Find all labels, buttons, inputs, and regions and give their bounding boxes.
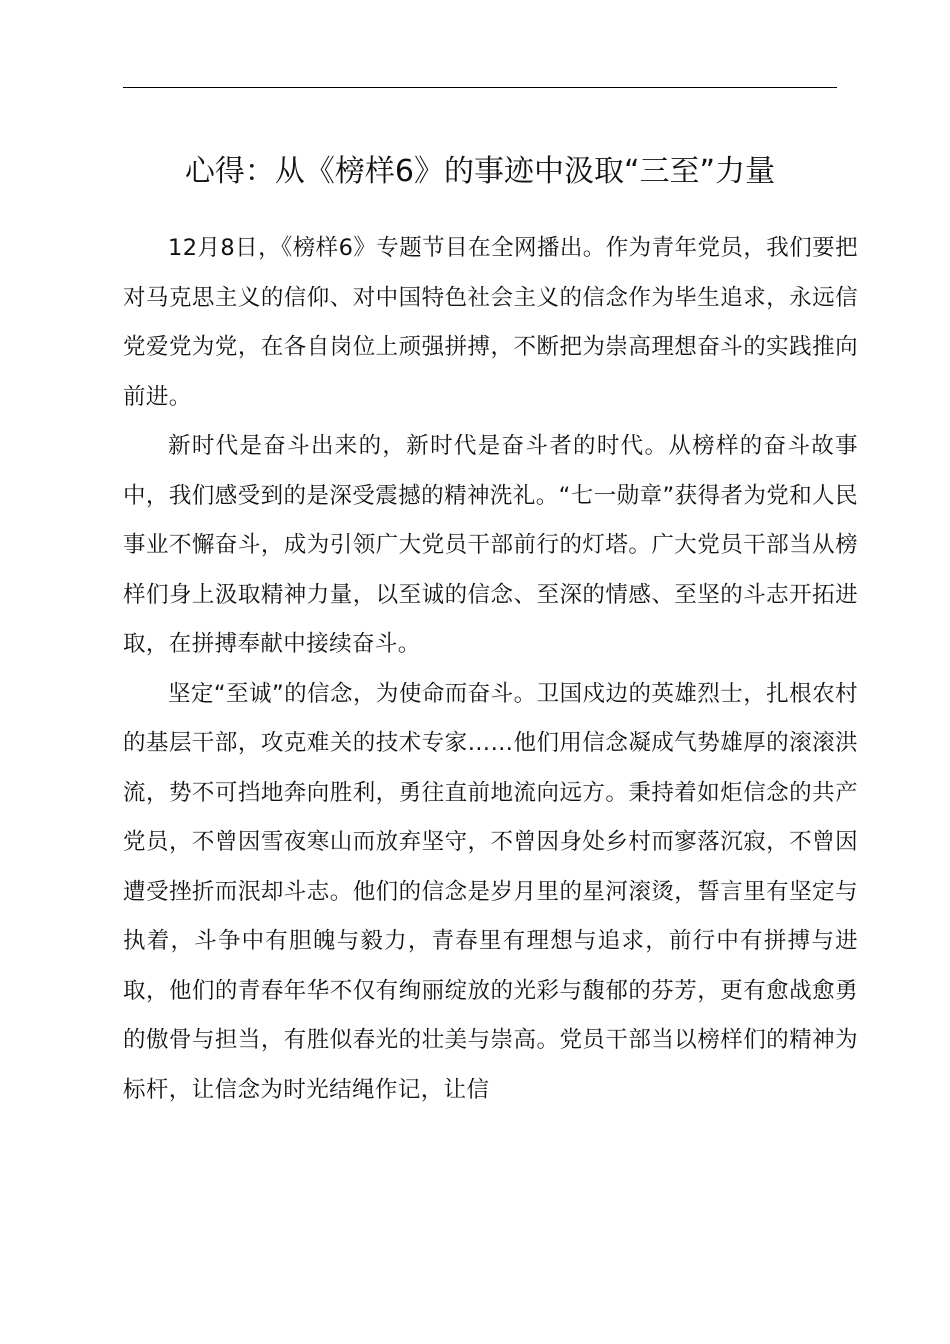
paragraph-1: 12月8日，《榜样6》专题节目在全网播出。作为青年党员，我们要把对马克思主义的信仰、对中国特色社会主义的信念作为毕生追求，永远信党爱党为党，在各自岗位上顽强拼搏，不断把为崇高理想奋斗的实践推向前进。 <box>123 235 858 410</box>
header-rule <box>123 87 837 88</box>
paragraph-2: 新时代是奋斗出来的，新时代是奋斗者的时代。从榜样的奋斗故事中，我们感受到的是深受震撼的精神洗礼。“七一勋章”获得者为党和人民事业不懈奋斗，成为引领广大党员干部前行的灯塔。广大党员干部当从榜样们身上汲取精神力量，以至诚的信念、至深的情感、至坚的斗志开拓进取，在拼搏奉献中接续奋斗。 <box>123 433 858 657</box>
document-body <box>123 224 858 1115</box>
document-title: 心得：从《榜样6》的事迹中汲取“三至”力量 <box>184 154 776 189</box>
paragraph-3: 坚定“至诚”的信念，为使命而奋斗。卫国戍边的英雄烈士，扎根农村的基层干部，攻克难关的技术专家……他们用信念凝成气势雄厚的滚滚洪流，势不可挡地奔向胜利，勇往直前地流向远方。秉持着如炬信念的共产党员，不曾因雪夜寒山而放弃坚守，不曾因身处乡村而寥落沉寂，不曾因遭受挫折而泯却斗志。他们的信念是岁月里的星河滚烫，誓言里有坚定与执着，斗争中有胆魄与毅力，青春里有理想与追求，前行中有拼搏与进取，他们的青春年华不仅有绚丽绽放的光彩与馥郁的芬芳，更有愈战愈勇的傲骨与担当，有胜似春光的壮美与崇高。党员干部当以榜样们的精神为标杆，让信念为时光结绳作记，让信 <box>123 680 858 1103</box>
